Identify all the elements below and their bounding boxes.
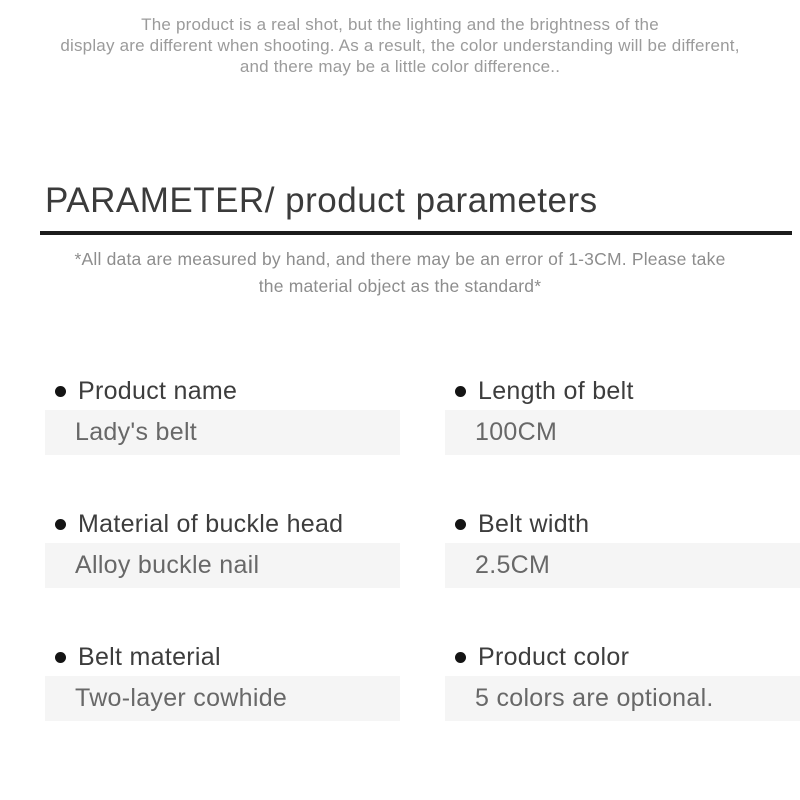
top-disclaimer-line-2: display are different when shooting. As a result, the color understanding will be different, (60, 36, 740, 55)
measurement-note (0, 246, 800, 300)
param-label-row (45, 639, 400, 676)
measurement-note-line-1: *All data are measured by hand, and there may be an error of 1-3CM. Please take (74, 249, 726, 269)
param-value-box (45, 543, 400, 588)
bullet-icon (55, 519, 66, 530)
bullet-icon (455, 386, 466, 397)
measurement-note-line-2: the material object as the standard* (258, 276, 542, 296)
param-label: Material of buckle head (78, 510, 344, 538)
bullet-icon (55, 386, 66, 397)
param-belt-material (45, 639, 400, 721)
bullet-icon (455, 652, 466, 663)
param-value-box (445, 543, 800, 588)
param-label-row (445, 506, 800, 543)
param-label-row (45, 373, 400, 410)
top-disclaimer-line-1: The product is a real shot, but the lighting and the brightness of the (141, 15, 659, 34)
param-label: Product name (78, 377, 238, 405)
param-label: Product color (478, 643, 630, 671)
bullet-icon (55, 652, 66, 663)
param-label-row (445, 373, 800, 410)
top-disclaimer-line-3: and there may be a little color difference.. (239, 57, 561, 76)
param-label-row (45, 506, 400, 543)
param-label: Belt material (78, 643, 221, 671)
param-value-box (45, 676, 400, 721)
param-product-name (45, 373, 400, 455)
page-title: PARAMETER/ product parameters (45, 181, 598, 220)
param-value-box (445, 676, 800, 721)
param-value: 2.5CM (475, 551, 551, 579)
param-value-box (445, 410, 800, 455)
param-value: 100CM (475, 418, 558, 446)
param-product-color (445, 639, 800, 721)
bullet-icon (455, 519, 466, 530)
param-label: Belt width (478, 510, 590, 538)
param-value: Lady's belt (75, 418, 198, 446)
parameters-grid (45, 373, 800, 721)
title-divider-line (40, 231, 792, 235)
param-value: Alloy buckle nail (75, 551, 260, 579)
param-belt-width (445, 506, 800, 588)
top-disclaimer (0, 14, 800, 77)
param-label: Length of belt (478, 377, 634, 405)
param-label-row (445, 639, 800, 676)
param-value: Two-layer cowhide (75, 684, 288, 712)
param-value-box (45, 410, 400, 455)
param-buckle-material (45, 506, 400, 588)
param-length-of-belt (445, 373, 800, 455)
param-value: 5 colors are optional. (475, 684, 714, 712)
